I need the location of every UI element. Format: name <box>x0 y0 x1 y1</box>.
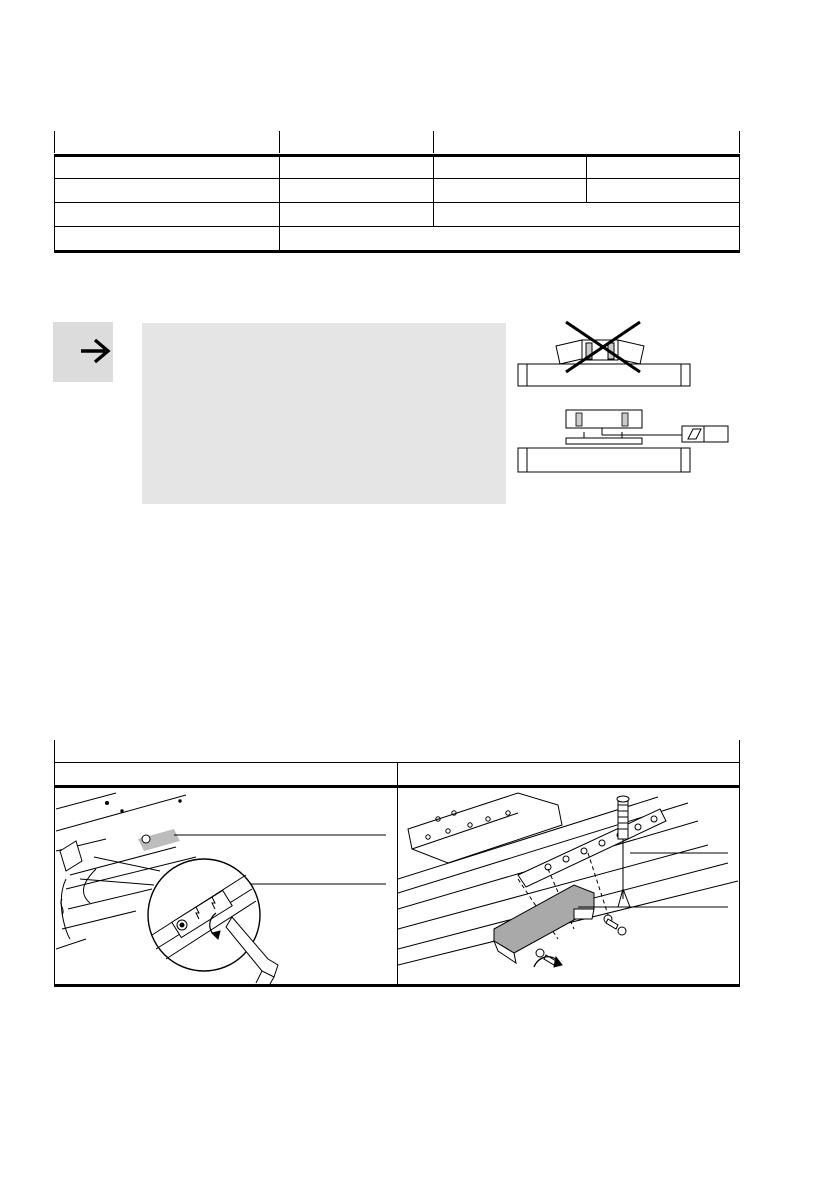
table-divider <box>54 203 55 226</box>
table-divider <box>433 157 434 178</box>
table-divider <box>54 131 55 153</box>
table-rule <box>54 178 740 179</box>
table-divider <box>279 227 280 251</box>
table-rule <box>54 226 740 227</box>
table-divider <box>586 157 587 178</box>
table-divider <box>279 179 280 202</box>
table-rule-thick <box>54 785 740 788</box>
incorrect-mounting-diagram <box>516 318 716 388</box>
table-divider <box>433 131 434 153</box>
table-divider <box>739 740 740 762</box>
correct-mounting-diagram <box>516 408 736 474</box>
table-divider <box>54 179 55 202</box>
table-divider <box>739 763 740 785</box>
table-divider <box>279 157 280 178</box>
cover-mounting-illustration <box>398 789 740 984</box>
table-divider <box>433 179 434 202</box>
table-divider <box>279 131 280 153</box>
table-divider <box>54 157 55 178</box>
table-divider <box>739 203 740 226</box>
table-rule-thick <box>54 250 740 253</box>
table-divider <box>739 157 740 178</box>
note-panel <box>142 323 506 504</box>
table-divider <box>54 740 55 762</box>
arrow-right-icon <box>53 322 113 382</box>
table-divider <box>586 179 587 202</box>
table-rule-thick <box>54 154 740 157</box>
table-rule <box>54 202 740 203</box>
table-divider <box>433 203 434 226</box>
sensor-adjustment-illustration <box>56 789 396 984</box>
table-divider <box>279 203 280 226</box>
table-divider <box>739 227 740 251</box>
table-divider <box>54 227 55 251</box>
table-divider <box>54 788 55 986</box>
table-divider <box>739 179 740 202</box>
table-divider <box>54 763 55 785</box>
table-rule-thick <box>54 984 740 987</box>
table-divider <box>739 131 740 153</box>
note-icon-box <box>53 322 113 382</box>
